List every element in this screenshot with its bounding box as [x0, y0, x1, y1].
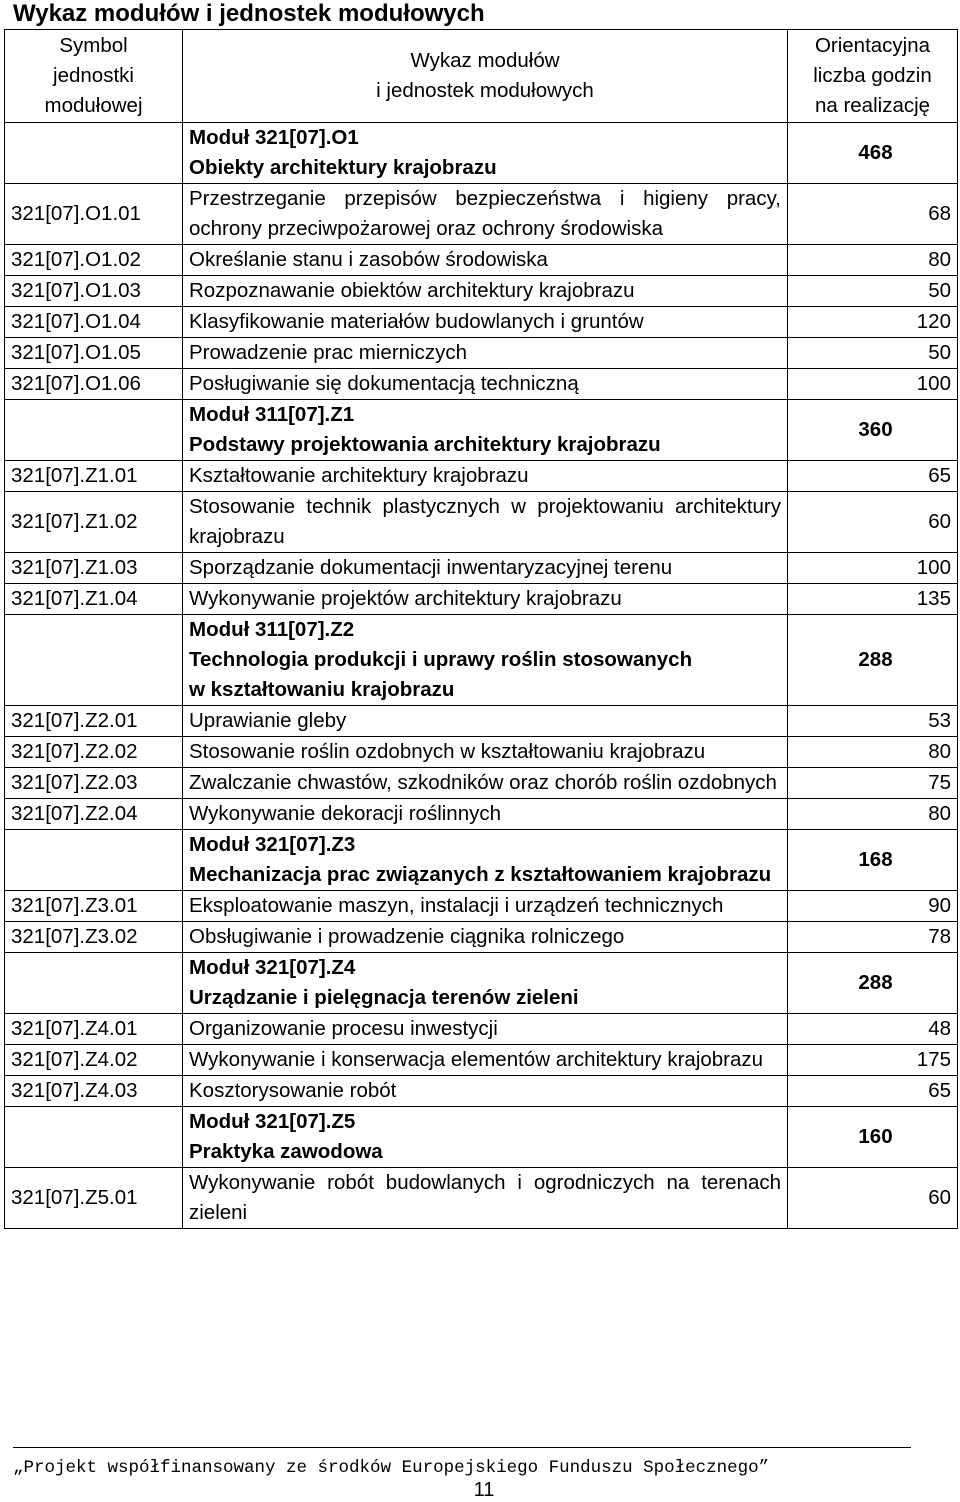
header-symbol-line: jednostki [53, 64, 134, 87]
name-line: Wykonywanie dekoracji roślinnych [189, 802, 502, 825]
module-row [5, 123, 958, 184]
unit-name [183, 184, 788, 245]
unit-row [5, 584, 958, 615]
unit-code: 321[07].O1.01 [5, 184, 183, 245]
header-symbol [5, 30, 183, 123]
unit-name [183, 922, 788, 953]
hours-value: 75 [788, 768, 958, 799]
table-body [5, 123, 958, 1229]
unit-code: 321[07].Z4.01 [5, 1014, 183, 1045]
name-line: Moduł 311[07].Z2 [189, 618, 355, 641]
unit-code: 321[07].O1.02 [5, 245, 183, 276]
header-hours [788, 30, 958, 123]
unit-row [5, 1045, 958, 1076]
name-line: Moduł 311[07].Z1 [189, 403, 355, 426]
hours-value: 120 [788, 307, 958, 338]
unit-name [183, 1076, 788, 1107]
header-hours-line: na realizację [814, 94, 931, 117]
unit-row [5, 245, 958, 276]
unit-row [5, 1076, 958, 1107]
unit-row [5, 891, 958, 922]
hours-value: 135 [788, 584, 958, 615]
header-symbol-line: modułowej [44, 94, 143, 117]
unit-row [5, 369, 958, 400]
unit-code [5, 830, 183, 891]
name-line: Moduł 321[07].Z3 [189, 833, 356, 856]
unit-code: 321[07].Z2.03 [5, 768, 183, 799]
hours-value: 68 [788, 184, 958, 245]
hours-value: 100 [788, 369, 958, 400]
unit-code: 321[07].Z2.01 [5, 706, 183, 737]
unit-row [5, 553, 958, 584]
unit-row [5, 307, 958, 338]
unit-code: 321[07].O1.04 [5, 307, 183, 338]
module-name [183, 615, 788, 706]
unit-code: 321[07].Z1.02 [5, 492, 183, 553]
unit-name [183, 492, 788, 553]
header-list-line: i jednostek modułowych [376, 79, 594, 102]
hours-value: 60 [788, 492, 958, 553]
hours-value: 360 [788, 400, 958, 461]
name-line: Wykonywanie i konserwacja elementów architektury krajobrazu [189, 1048, 764, 1071]
module-row [5, 615, 958, 706]
unit-code [5, 953, 183, 1014]
unit-code: 321[07].Z1.01 [5, 461, 183, 492]
hours-value: 60 [788, 1168, 958, 1229]
header-list-line: Wykaz modułów [410, 49, 560, 72]
name-line: Kształtowanie architektury krajobrazu [189, 464, 529, 487]
unit-row [5, 492, 958, 553]
unit-name [183, 338, 788, 369]
unit-row [5, 799, 958, 830]
name-line: Wykonywanie projektów architektury krajobrazu [189, 587, 622, 610]
name-line: Eksploatowanie maszyn, instalacji i urządzeń technicznych [189, 894, 724, 917]
module-name [183, 123, 788, 184]
hours-value: 50 [788, 338, 958, 369]
unit-name [183, 799, 788, 830]
name-line: Stosowanie roślin ozdobnych w kształtowaniu krajobrazu [189, 740, 706, 763]
name-line: Organizowanie procesu inwestycji [189, 1017, 498, 1040]
footer-note: „Projekt współfinansowany ze środków Europejskiego Funduszu Społecznego” [13, 1458, 770, 1478]
name-line: Klasyfikowanie materiałów budowlanych i gruntów [189, 310, 644, 333]
unit-code: 321[07].Z4.03 [5, 1076, 183, 1107]
unit-row [5, 184, 958, 245]
unit-row [5, 338, 958, 369]
unit-row [5, 1168, 958, 1229]
hours-value: 80 [788, 799, 958, 830]
footer-divider [13, 1447, 911, 1448]
name-line: Posługiwanie się dokumentacją techniczną [189, 372, 579, 395]
name-line: Prowadzenie prac mierniczych [189, 341, 468, 364]
header-list [183, 30, 788, 123]
unit-code: 321[07].O1.05 [5, 338, 183, 369]
hours-value: 288 [788, 953, 958, 1014]
unit-row [5, 276, 958, 307]
unit-name [183, 768, 788, 799]
unit-code: 321[07].O1.06 [5, 369, 183, 400]
unit-row [5, 706, 958, 737]
unit-name [183, 553, 788, 584]
name-line: Moduł 321[07].Z5 [189, 1110, 356, 1133]
unit-code: 321[07].Z4.02 [5, 1045, 183, 1076]
name-line: Przestrzeganie przepisów bezpieczeństwa i higieny pracy, ochrony przeciwpożarowej oraz ochrony środowiska [189, 187, 781, 240]
hours-value: 65 [788, 461, 958, 492]
unit-name [183, 461, 788, 492]
name-line: Obsługiwanie i prowadzenie ciągnika rolniczego [189, 925, 625, 948]
name-line: Rozpoznawanie obiektów architektury krajobrazu [189, 279, 635, 302]
hours-value: 78 [788, 922, 958, 953]
unit-row [5, 1014, 958, 1045]
modules-table [4, 29, 958, 1229]
module-name [183, 1107, 788, 1168]
unit-row [5, 922, 958, 953]
hours-value: 468 [788, 123, 958, 184]
header-symbol-line: Symbol [59, 34, 128, 57]
name-line: Technologia produkcji i uprawy roślin stosowanych [189, 648, 693, 671]
unit-name [183, 1045, 788, 1076]
unit-name [183, 706, 788, 737]
hours-value: 53 [788, 706, 958, 737]
name-line: Zwalczanie chwastów, szkodników oraz chorób roślin ozdobnych [189, 771, 777, 794]
hours-value: 48 [788, 1014, 958, 1045]
unit-name [183, 369, 788, 400]
unit-code: 321[07].Z1.04 [5, 584, 183, 615]
module-name [183, 953, 788, 1014]
unit-name [183, 891, 788, 922]
unit-name [183, 1168, 788, 1229]
module-name [183, 400, 788, 461]
unit-code [5, 123, 183, 184]
page-title: Wykaz modułów i jednostek modułowych [13, 0, 485, 27]
unit-row [5, 737, 958, 768]
name-line: Urządzanie i pielęgnacja terenów zieleni [189, 986, 579, 1009]
unit-code [5, 400, 183, 461]
hours-value: 80 [788, 245, 958, 276]
unit-code: 321[07].Z3.02 [5, 922, 183, 953]
unit-code [5, 1107, 183, 1168]
name-line: Obiekty architektury krajobrazu [189, 156, 497, 179]
unit-name [183, 737, 788, 768]
unit-code: 321[07].O1.03 [5, 276, 183, 307]
unit-row [5, 461, 958, 492]
hours-value: 175 [788, 1045, 958, 1076]
unit-name [183, 307, 788, 338]
hours-value: 65 [788, 1076, 958, 1107]
hours-value: 288 [788, 615, 958, 706]
module-row [5, 1107, 958, 1168]
unit-name [183, 245, 788, 276]
name-line: w kształtowaniu krajobrazu [189, 678, 455, 701]
hours-value: 100 [788, 553, 958, 584]
table-header-row [5, 30, 958, 123]
name-line: Mechanizacja prac związanych z kształtowaniem krajobrazu [189, 863, 772, 886]
unit-name [183, 584, 788, 615]
name-line: Sporządzanie dokumentacji inwentaryzacyjnej terenu [189, 556, 673, 579]
header-hours-line: Orientacyjna [814, 34, 931, 57]
unit-code: 321[07].Z2.02 [5, 737, 183, 768]
hours-value: 168 [788, 830, 958, 891]
unit-code: 321[07].Z1.03 [5, 553, 183, 584]
module-row [5, 953, 958, 1014]
name-line: Praktyka zawodowa [189, 1140, 383, 1163]
module-name [183, 830, 788, 891]
module-row [5, 830, 958, 891]
unit-code: 321[07].Z5.01 [5, 1168, 183, 1229]
name-line: Podstawy projektowania architektury krajobrazu [189, 433, 661, 456]
page-number: 11 [473, 1479, 495, 1501]
name-line: Moduł 321[07].O1 [189, 126, 359, 149]
header-hours-line: liczba godzin [813, 64, 932, 87]
unit-name [183, 276, 788, 307]
module-row [5, 400, 958, 461]
name-line: Moduł 321[07].Z4 [189, 956, 356, 979]
name-line: Określanie stanu i zasobów środowiska [189, 248, 548, 271]
name-line: Stosowanie technik plastycznych w projektowaniu architektury krajobrazu [189, 495, 781, 548]
unit-code: 321[07].Z3.01 [5, 891, 183, 922]
hours-value: 160 [788, 1107, 958, 1168]
hours-value: 80 [788, 737, 958, 768]
name-line: Uprawianie gleby [189, 709, 347, 732]
hours-value: 50 [788, 276, 958, 307]
unit-name [183, 1014, 788, 1045]
hours-value: 90 [788, 891, 958, 922]
unit-row [5, 768, 958, 799]
unit-code [5, 615, 183, 706]
name-line: Kosztorysowanie robót [189, 1079, 397, 1102]
name-line: Wykonywanie robót budowlanych i ogrodniczych na terenach zieleni [189, 1171, 781, 1224]
unit-code: 321[07].Z2.04 [5, 799, 183, 830]
